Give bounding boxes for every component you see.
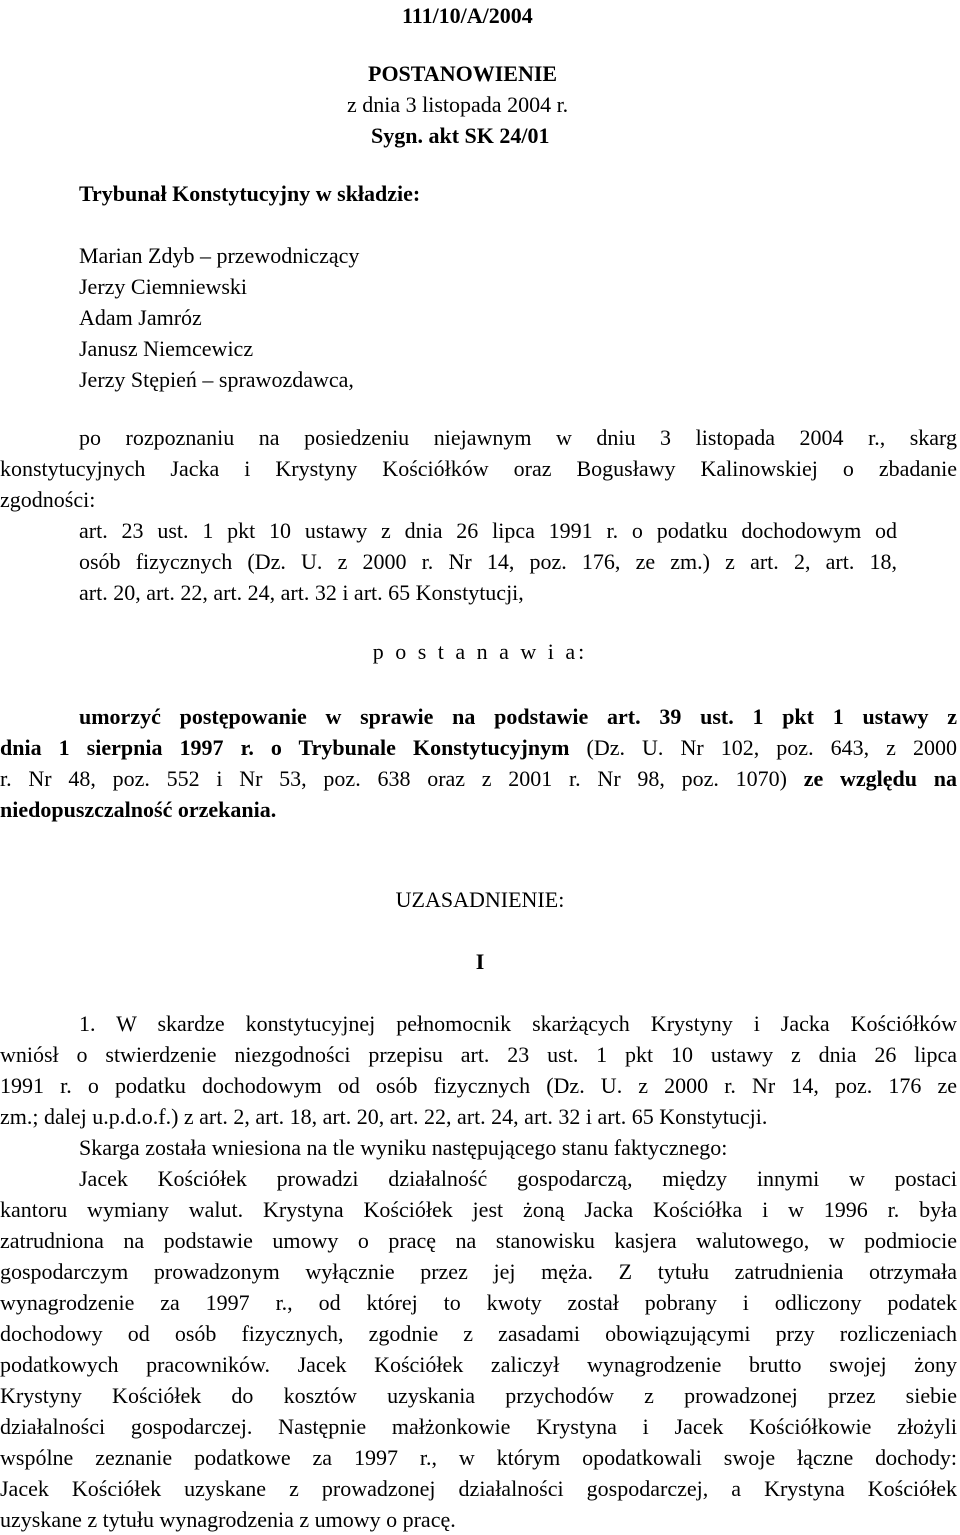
paragraph-line: kantoru wymiany walut. Krystyna Kościółek jest żoną Jacka Kościółka i w 1996 r. była xyxy=(0,1197,957,1222)
paragraph-line: 1991 r. o podatku dochodowym od osób fizycznych (Dz. U. z 2000 r. Nr 14, poz. 176 ze xyxy=(0,1073,957,1098)
decision-reason: ze względu na xyxy=(786,766,958,791)
decision-date: z dnia 3 listopada 2004 r. xyxy=(347,92,569,117)
paragraph-line: zatrudniona na podstawie umowy o pracę na stanowisku kasjera walutowego, w podmiocie xyxy=(0,1228,957,1253)
document-type: POSTANOWIENIE xyxy=(368,61,558,86)
decision-line: umorzyć postępowanie w sprawie na podstawie art. 39 ust. 1 pkt 1 ustawy z xyxy=(79,704,957,729)
paragraph-line: Jacek Kościółek prowadzi działalność gospodarczą, między innymi w postaci xyxy=(79,1166,957,1191)
bench-member: Adam Jamróz xyxy=(79,305,202,330)
decision-heading: p o s t a n a w i a: xyxy=(372,639,588,664)
decision-statute: dnia 1 sierpnia 1997 r. o Trybunale Konstytucyjnym xyxy=(0,735,570,760)
paragraph-line: gospodarczym prowadzonym wyłącznie przez jej męża. Z tytułu zatrudnienia otrzymała xyxy=(0,1259,957,1284)
intro-line: zgodności: xyxy=(0,487,96,512)
scope-line: osób fizycznych (Dz. U. z 2000 r. Nr 14, poz. 176, ze zm.) z art. 2, art. 18, xyxy=(79,549,897,574)
decision-citation: (Dz. U. Nr 102, poz. 643, z 2000 xyxy=(569,735,958,760)
paragraph-line: dochodowy od osób fizycznych, zgodnie z zasadami obowiązującymi przy rozliczeniach xyxy=(0,1321,957,1346)
bench-member: Janusz Niemcewicz xyxy=(79,336,254,361)
paragraph-line: Jacek Kościółek uzyskane z prowadzonej działalności gospodarczej, a Krystyna Kościółek xyxy=(0,1476,957,1501)
paragraph-line: działalności gospodarczej. Następnie małżonkowie Krystyna i Jacek Kościółkowie złożyli xyxy=(0,1414,957,1439)
paragraph-2: Skarga została wniesiona na tle wyniku następującego stanu faktycznego: xyxy=(79,1135,728,1160)
scope-line: art. 23 ust. 1 pkt 10 ustawy z dnia 26 lipca 1991 r. o podatku dochodowym od xyxy=(79,518,897,543)
paragraph-line: uzyskane z tytułu wynagrodzenia z umowy o pracę. xyxy=(0,1507,456,1532)
section-number: I xyxy=(475,949,485,974)
paragraph-line: wniósł o stwierdzenie niezgodności przepisu art. 23 ust. 1 pkt 10 ustawy z dnia 26 lipca xyxy=(0,1042,957,1067)
paragraph-line: Krystyny Kościółek do kosztów uzyskania przychodów z prowadzonej przez siebie xyxy=(0,1383,957,1408)
paragraph-1 xyxy=(0,1008,957,1132)
paragraph-line: wspólne zeznanie podatkowe za 1997 r., w którym opodatkowali swoje łączne dochody: xyxy=(0,1445,957,1470)
case-reference: 111/10/A/2004 xyxy=(402,3,533,28)
decision-line xyxy=(0,732,957,763)
bench-member: Marian Zdyb – przewodniczący xyxy=(79,243,360,268)
paragraph-3 xyxy=(0,1163,957,1535)
decision-line xyxy=(0,763,957,794)
paragraph-line: podatkowych pracowników. Jacek Kościółek zaliczył wynagrodzenie brutto swojej żony xyxy=(0,1352,957,1377)
paragraph-line: 1. W skardze konstytucyjnej pełnomocnik skarżących Krystyny i Jacka Kościółków xyxy=(79,1011,957,1036)
bench-member: Jerzy Stępień – sprawozdawca, xyxy=(79,367,354,392)
decision-line: niedopuszczalność orzekania. xyxy=(0,797,277,822)
justification-heading: UZASADNIENIE: xyxy=(395,887,565,912)
intro-line: po rozpoznaniu na posiedzeniu niejawnym w dniu 3 listopada 2004 r., skarg xyxy=(79,425,957,450)
paragraph-line: zm.; dalej u.p.d.o.f.) z art. 2, art. 18, art. 20, art. 22, art. 24, art. 32 i art. 65 Konstytucji. xyxy=(0,1104,768,1129)
bench-member: Jerzy Ciemniewski xyxy=(79,274,248,299)
scope-line: art. 20, art. 22, art. 24, art. 32 i art. 65 Konstytucji, xyxy=(79,580,524,605)
paragraph-line: wynagrodzenie za 1997 r., od której to kwoty został pobrany i odliczony podatek xyxy=(0,1290,957,1315)
bench-heading: Trybunał Konstytucyjny w składzie: xyxy=(79,181,421,206)
intro-line: konstytucyjnych Jacka i Krystyny Kościółków oraz Bogusławy Kalinowskiej o zbadanie xyxy=(0,456,957,481)
case-signature: Sygn. akt SK 24/01 xyxy=(371,123,550,148)
decision-citation: r. Nr 48, poz. 552 i Nr 53, poz. 638 oraz z 2001 r. Nr 98, poz. 1070) xyxy=(0,766,787,791)
